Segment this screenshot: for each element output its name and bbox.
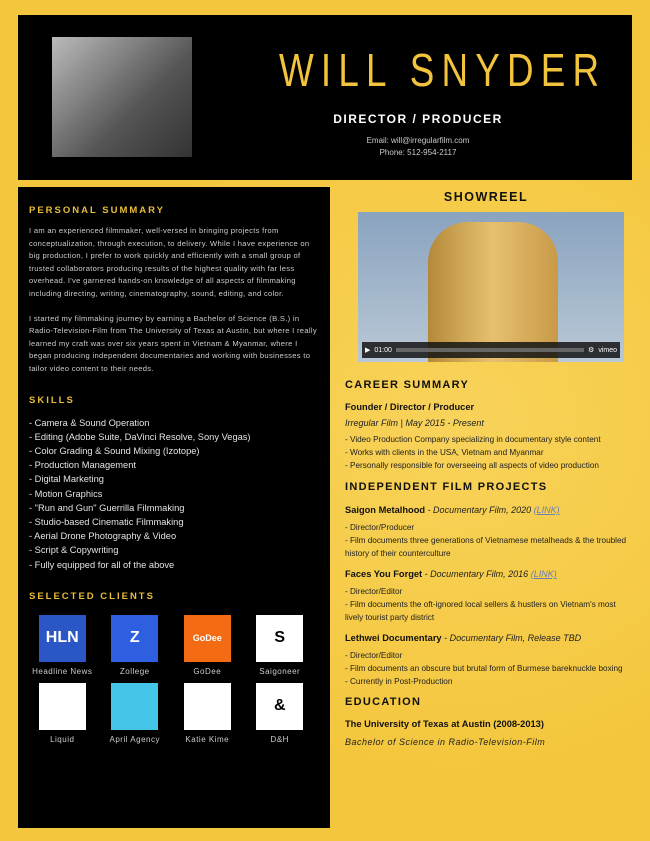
client-name: Saigoneer xyxy=(259,666,301,676)
video-player[interactable] xyxy=(358,212,624,362)
education-heading: EDUCATION xyxy=(345,696,422,708)
client-logo: HLN xyxy=(39,615,86,662)
client-item xyxy=(244,615,317,677)
job-title: Founder / Director / Producer xyxy=(345,402,475,412)
projects-heading: INDEPENDENT FILM PROJECTS xyxy=(345,481,548,493)
client-name: Katie Kime xyxy=(185,734,230,744)
clients-grid xyxy=(26,615,316,745)
project-line: - Director/Editor xyxy=(345,587,403,596)
header xyxy=(18,15,632,180)
education-section xyxy=(345,718,630,749)
project-item xyxy=(345,567,630,624)
client-logo xyxy=(111,683,158,730)
project-meta: - Documentary Film, Release TBD xyxy=(441,633,582,643)
skill-item: - Motion Graphics xyxy=(29,488,103,499)
vimeo-logo[interactable]: vimeo xyxy=(598,346,617,354)
skill-item: - Production Management xyxy=(29,460,136,471)
summary-p1: I am an experienced filmmaker, well-versed in bringing projects from conceptualization, through execution, to delivery. While I have experience on big production, I prefer to work quickly and efficiently with a small group of trusted collaborators producing results of the highest quality with far less overhead. I've garnered hands-on knowledge of all aspects of filmmaking including directing, writing, cinematography, sound, editing, and color. xyxy=(29,226,310,298)
skills-list xyxy=(29,416,319,572)
project-line: - Film documents three generations of Vietnamese metalheads & the troubled history of their counterculture xyxy=(345,536,627,558)
client-name: GoDee xyxy=(193,666,222,676)
project-name: Lethwei Documentary xyxy=(345,633,442,643)
skill-item: - Color Grading & Sound Mixing (Izotope) xyxy=(29,445,200,456)
contact xyxy=(268,135,568,159)
video-thumbnail xyxy=(428,222,558,362)
career-section xyxy=(345,401,630,472)
client-item xyxy=(171,615,244,677)
client-logo xyxy=(39,683,86,730)
project-header xyxy=(345,631,630,646)
client-logo: & xyxy=(256,683,303,730)
project-item xyxy=(345,503,630,560)
role-title: DIRECTOR / PRODUCER xyxy=(333,112,503,126)
skill-item: - "Run and Gun" Guerrilla Filmmaking xyxy=(29,502,185,513)
career-bullet: - Works with clients in the USA, Vietnam and Myanmar xyxy=(345,448,544,457)
showreel-heading: SHOWREEL xyxy=(443,190,529,204)
skill-item: - Digital Marketing xyxy=(29,474,104,485)
projects-list xyxy=(345,503,630,688)
project-meta: - Documentary Film, 2020 xyxy=(425,505,534,515)
clients-heading: SELECTED CLIENTS xyxy=(29,590,155,602)
skills-heading: SKILLS xyxy=(29,394,75,406)
client-name: D&H xyxy=(270,734,289,744)
career-bullet: - Video Production Company specializing in documentary style content xyxy=(345,435,601,444)
career-bullet: - Personally responsible for overseeing all aspects of video production xyxy=(345,461,599,470)
client-item xyxy=(99,683,172,745)
project-line: - Currently in Post-Production xyxy=(345,677,453,686)
left-panel xyxy=(18,187,330,828)
summary-heading: PERSONAL SUMMARY xyxy=(29,205,165,216)
client-name: Headline News xyxy=(32,666,93,676)
company: Irregular Film | May 2015 - Present xyxy=(345,418,484,428)
play-icon[interactable]: ▶ xyxy=(365,347,371,354)
skill-item: - Camera & Sound Operation xyxy=(29,417,150,428)
project-name: Faces You Forget xyxy=(345,569,423,579)
career-bullets xyxy=(345,433,630,472)
client-item xyxy=(244,683,317,745)
email[interactable]: Email: will@irregularfilm.com xyxy=(366,136,470,145)
project-line: - Film documents an obscure but brutal form of Burmese bareknuckle boxing xyxy=(345,664,623,673)
summary-p2: I started my filmmaking journey by earning a Bachelor of Science (B.S.) in Radio-Television-Film from The University of Texas at Austin, but where I really learned my craft was over six years spent in Vietnam & Myanmar, where I began producing independent documentaries and working with businesses to tailor video content to their needs. xyxy=(29,313,317,373)
degree: Bachelor of Science in Radio-Television-Film xyxy=(345,737,546,747)
skill-item: - Studio-based Cinematic Filmmaking xyxy=(29,516,184,527)
project-meta: - Documentary Film, 2016 xyxy=(422,569,531,579)
client-name: Zollege xyxy=(119,666,150,676)
phone: Phone: 512-954-2117 xyxy=(379,148,457,157)
project-item xyxy=(345,631,630,688)
skill-item: - Aerial Drone Photography & Video xyxy=(29,531,177,542)
project-line: - Director/Editor xyxy=(345,651,403,660)
name-title: WILL SNYDER xyxy=(279,44,607,96)
project-line: - Film documents the oft-ignored local sellers & hustlers on Vietnam's most lively tourist party district xyxy=(345,600,616,622)
project-link[interactable]: (LINK) xyxy=(533,505,560,515)
client-item xyxy=(99,615,172,677)
video-time: 01:00 xyxy=(374,346,392,354)
settings-icon[interactable]: ⚙ xyxy=(588,347,595,354)
client-logo: S xyxy=(256,615,303,662)
project-name: Saigon Metalhood xyxy=(345,505,426,515)
school: The University of Texas at Austin (2008-2013) xyxy=(345,719,544,729)
client-logo xyxy=(184,683,231,730)
career-heading: CAREER SUMMARY xyxy=(345,379,470,391)
client-logo: Z xyxy=(111,615,158,662)
profile-photo xyxy=(52,37,192,157)
client-item xyxy=(26,683,99,745)
video-controls xyxy=(362,342,620,358)
client-name: April Agency xyxy=(109,734,160,744)
client-logo: GoDee xyxy=(184,615,231,662)
client-item xyxy=(26,615,99,677)
client-name: Liquid xyxy=(50,734,75,744)
project-header xyxy=(345,503,630,518)
project-header xyxy=(345,567,630,582)
skill-item: - Editing (Adobe Suite, DaVinci Resolve, Sony Vegas) xyxy=(29,431,251,442)
skill-item: - Script & Copywriting xyxy=(29,545,119,556)
progress-bar[interactable] xyxy=(396,348,584,352)
skill-item: - Fully equipped for all of the above xyxy=(29,559,175,570)
client-item xyxy=(171,683,244,745)
right-panel xyxy=(345,187,630,749)
project-line: - Director/Producer xyxy=(345,523,415,532)
project-link[interactable]: (LINK) xyxy=(530,569,557,579)
